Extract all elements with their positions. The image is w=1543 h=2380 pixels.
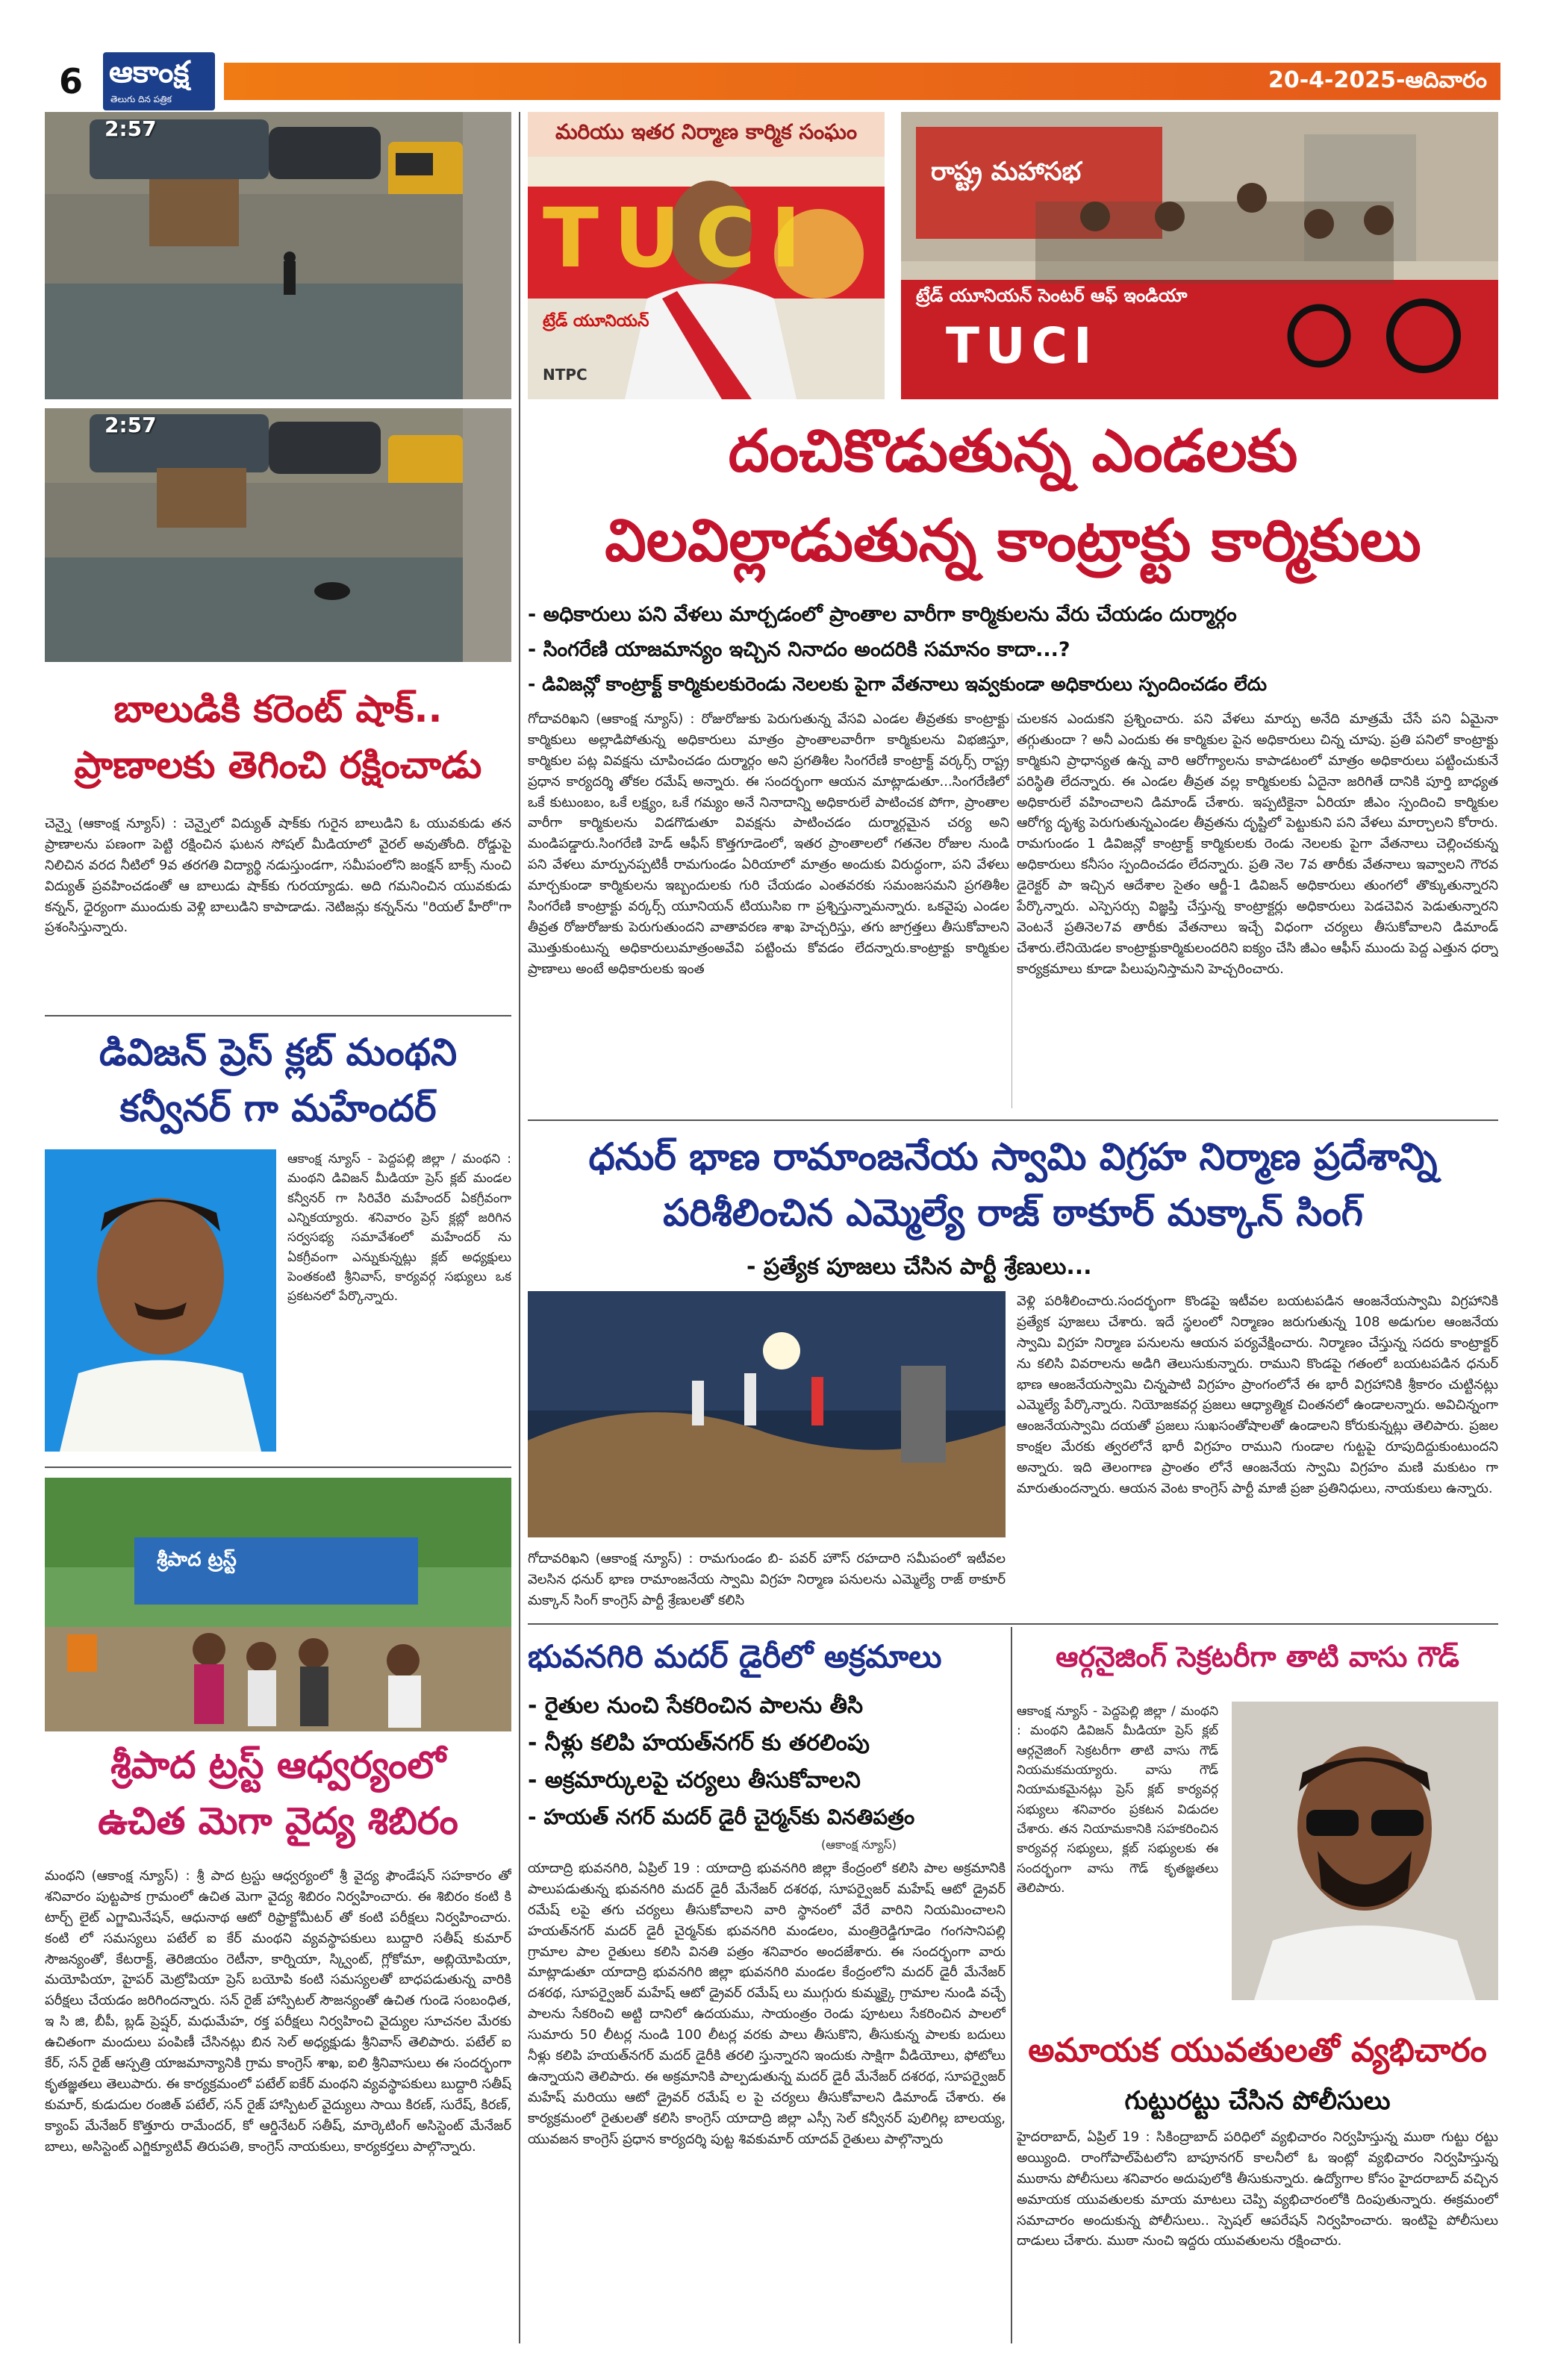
date-bar — [224, 63, 1500, 100]
boy-headline-line1: బాలుడికి కరెంట్ షాక్.. — [113, 687, 443, 731]
mahender-portrait — [45, 1149, 276, 1452]
secretary-story-body: ఆకాంక్ష న్యూస్ - పెద్దపెల్లి జిల్లా / మంథని : మంథని డివిజన్ మీడియా ప్రెస్ క్లబ్ ఆర్గనైజింగ్ సెక్రటరీగా తాటి వాసు గౌడ్ నియమకమయ్యారు. వాసు గౌడ్ నియామకమైనట్లు ప్రెస్ క్లబ్ కార్యవర్గ సభ్యులు శనివారం ప్రకటన విడుదల చేశారు. తన నియామకానికి సహకరించిన కార్యవర్గ సభ్యులు, క్లబ్ సభ్యులకు ఈ సందర్భంగా వాసు గౌడ్ కృతజ్ఞతలు తెలిపారు. — [1017, 1704, 1218, 1896]
meeting-sign-text: రాష్ట్ర మహాసభ — [931, 157, 1082, 187]
dairy-bullet: - అక్రమార్కులపై చర్యలు తీసుకోవాలని — [528, 1767, 861, 1793]
temple-headline-line2: పరిశీలించిన ఎమ్మెల్యే రాజ్ ఠాకూర్ మక్కాన్ సింగ్ — [663, 1191, 1363, 1234]
raid-story-body: హైదరాబాద్, ఏప్రిల్ 19 : సికింద్రాబాద్ పరిధిలో వ్యభిచారం నిర్వహిస్తున్న ముఠా గుట్టు రట్టు అయ్యింది. రాంగోపాల్‌పేటలోని బాపూనగర్ కాలనీలో ఓ ఇంట్లో వ్యభిచారం నిర్వహిస్తున్న ముఠాను పోలీసులు శనివారం అదుపులోకి తీసుకున్నారు. ఉద్యోగాల కోసం హైదరాబాద్ వచ్చిన అమాయక యువతులకు మాయ మాటలు చెప్పి వ్యభిచారంలోకి దింపుతున్నారు. ఈక్రమంలో సమాచారం అందుకున్న పోలీసులు.. స్పెషల్ ఆపరేషన్ నిర్వహించారు. ఇంటిపై పోలీసులు దాడులు చేశారు. ముఠా నుంచి ఇద్దరు యువతులను రక్షించారు. — [1017, 2129, 1498, 2249]
flood-photo-1 — [45, 112, 511, 399]
medical-camp-photo — [45, 1478, 511, 1731]
temple-story-body: వెళ్లి పరిశీలించారు.సందర్భంగా కొండపై ఇటీవల బయటపడిన ఆంజనేయస్వామి విగ్రహానికి ప్రత్యేక పూజలు చేశారు. ఇదే స్థలంలో నిర్మాణం జరుగుతున్న 108 అడుగుల ఆంజనేయ స్వామి విగ్రహ నిర్మాణ పనులను ఆయన పర్యవేక్షించారు. నిర్మాణం చేస్తున్న సదరు కాంట్రాక్టర్ ను కలిసి వివరాలను అడిగి తెలుసుకున్నారు. రాముని కొండపై గతంలో బయటపడిన ధనుర్ భాణ ఆంజనేయస్వామి చిన్నపాటి విగ్రహం ప్రాంగంలోనే ఈ భారీ విగ్రహానికి శ్రీకారం చుట్టినట్లు ఎమ్మెల్యే పేర్కొన్నారు. నియోజకవర్గ ప్రజలు ఆధ్యాత్మిక చింతనలో ఉండాలన్నారు. అవిచిన్నంగా ఆంజనేయస్వామి దయతో ప్రజలు సుఖసంతోషాలతో ఉండాలని కోరుకున్నట్లు తెలిపారు. ప్రజల కాంక్షల మేరకు త్వరలోనే భారీ విగ్రహం రాముని గుండాల గుట్టపై రూపుదిద్దుకుంటుందని అన్నారు. ఇది తెలంగాణ ప్రాంతం లోనే ఆంజనేయ స్వామి విగ్రహం మణి మకుటం గా మారుతుందన్నారు. ఆయన వెంట కాంగ్రెస్ పార్టీ మాజీ ప్రజా ప్రతినిధులు, నాయకులు ఉన్నారు. — [1017, 1293, 1498, 1497]
vasu-goud-portrait — [1232, 1702, 1498, 2000]
meeting-banner-text: ట్రేడ్ యూనియన్ సెంటర్ ఆఫ్ ఇండియా — [916, 285, 1188, 306]
meeting-banner-tuci: TUCI — [946, 317, 1098, 375]
column-divider — [1011, 713, 1012, 1108]
temple-story-lead: గోదావరిఖని (ఆకాంక్ష న్యూస్) : రామగుండం బి- పవర్ హౌస్ రహదారి సమీపంలో ఇటీవల వెలసిన ధనుర్ భాణ రామాంజనేయ స్వామి విగ్రహ నిర్మాణ పనులను ఎమ్మెల్యే రాజ్ ఠాకూర్ మక్కాన్ సింగ్ కాంగ్రెస్ పార్టీ శ్రేణులతో కలిసి — [528, 1551, 1006, 1608]
pressclub-story-body: ఆకాంక్ష న్యూస్ - పెద్దపల్లి జిల్లా / మంథని : మంథని డివిజన్ మీడియా ప్రెస్ క్లబ్ మండల కన్వీనర్ గా సిరివేరి మహేందర్ ఏకగ్రీవంగా ఎన్నికయ్యారు. శనివారం ప్రెస్ క్లబ్లో జరిగిన సర్వసభ్య సమావేశంలో మహేందర్ ను ఏకగ్రీవంగా ఎన్నుకున్నట్లు క్లబ్ అధ్యక్షులు పెంతకంటి శ్రీనివాస్, కార్యవర్గ సభ్యులు ఒక ప్రకటనలో పేర్కొన్నారు. — [287, 1152, 511, 1305]
camp-banner-text: శ్రీపాద ట్రస్ట్ — [157, 1549, 237, 1571]
poster-tuci-letters: TUCI — [543, 190, 817, 286]
logo-tagline: తెలుగు దిన పత్రిక — [110, 94, 172, 104]
issue-date: 20-4-2025-ఆదివారం — [1268, 67, 1487, 93]
flood-photo-2 — [45, 408, 511, 662]
section-rule — [528, 1119, 1498, 1121]
section-rule — [45, 1015, 511, 1016]
main-bullet: - సింగరేణి యాజమాన్యం ఇచ్చిన నినాదం అందరికి సమానం కాదా...? — [528, 638, 1070, 661]
poster-banner-text: ట్రేడ్ యూనియన్ — [543, 312, 649, 331]
pressclub-headline-line2: కన్వీనర్ గా మహేందర్ — [119, 1087, 437, 1130]
dairy-bullet: - నీళ్లు కలిపి హయత్‌నగర్ కు తరలింపు — [528, 1730, 870, 1756]
camp-headline-line2: ఉచిత మెగా వైద్య శిబిరం — [98, 1799, 458, 1843]
boy-story-body: చెన్నై (ఆకాంక్ష న్యూస్) : చెన్నైలో విద్యుత్ షాక్‌కు గురైన బాలుడిని ఓ యువకుడు తన ప్రాణాలను పణంగా పెట్టి రక్షించిన ఘటన సోషల్ మీడియాలో వైరల్ అవుతోంది. రోడ్డుపై నిలిచిన వరద నీటిలో 9వ తరగతి విద్యార్థి నడుస్తుండగా, సమీపంలోని జంక్షన్ బాక్స్ నుంచి విద్యుత్ ప్రవహించడంతో ఆ బాలుడు షాక్‌కు గురయ్యాడు. అది గమనించిన యువకుడు కన్నన్, ధైర్యంగా ముందుకు వెళ్లి బాలుడిని కాపాడాడు. నెటిజన్లు కన్నన్‌ను "రియల్ హీరో"గా ప్రశంసిస్తున్నారు. — [45, 816, 511, 936]
page-number: 6 — [58, 61, 83, 101]
main-bullet: - అధికారులు పని వేళలు మార్చడంలో ప్రాంతాల వారీగా కార్మికులను వేరు చేయడం దుర్మార్గం — [528, 603, 1237, 626]
section-rule — [528, 1623, 1498, 1625]
column-rule — [519, 112, 520, 2343]
boy-headline-line2: ప్రాణాలకు తెగించి రక్షించాడు — [74, 743, 482, 787]
logo-text: ఆకాంక్ష — [109, 55, 190, 90]
main-bullet: - డివిజన్లో కాంట్రాక్ట్ కార్మికులకురెండు నెలలకు పైగా వేతనాలు ఇవ్వకుండా అధికారులు స్పందించడం లేదు — [528, 673, 1267, 695]
raid-headline: అమాయక యువతులతో వ్యభిచారం — [1028, 2031, 1487, 2070]
main-headline-line2: విలవిల్లాడుతున్న కాంట్రాక్టు కార్మికులు — [605, 507, 1421, 575]
section-rule — [45, 1467, 511, 1468]
tuci-leader-photo — [528, 112, 885, 399]
dairy-headline: భువనగిరి మదర్ డైరీలో అక్రమాలు — [528, 1638, 942, 1675]
masthead — [45, 52, 1500, 110]
main-story-col1: గోదావరిఖని (ఆకాంక్ష న్యూస్) : రోజురోజుకు పెరుగుతున్న వేసవి ఎండల తీవ్రతకు కాంట్రాక్టు కార్మికులు అల్లాడిపోతున్న అధికారులు మాత్రం ప్రాంతాలవారీగా కార్మికులను విభజిస్తూ, కార్మికుల పట్ల వివక్షను చూపించడం దుర్మార్గం అని ప్రగతిశీల సింగరేణి కాంట్రాక్ట్ వర్కర్స్ రాష్ట్ర ప్రధాన కార్యదర్శి తోకల రమేష్ అన్నారు. ఈ సందర్భంగా ఆయన మాట్లాడుతూ...సింగరేణిలో ఒకే కుటుంబం, ఒకే లక్ష్యం, ఒకే గమ్యం అనే నినాదాన్ని అధికారులే పాటించక పోగా, ప్రాంతాల వారీగా కార్మికులను విడగొడుతూ వివక్షను పాటించడం దుర్మార్గమైన చర్య అని మండిపడ్డారు.సింగరేణి హెడ్ ఆఫీస్ కొత్తగూడెంలో, ఇతర ప్రాంతాలలో గతనెల రోజుల నుండి పని వేళలు మార్పునప్పటికీ రామగుండం ఏరియాలో మాత్రం అందుకు విరుద్ధంగా, పని వేళలు మార్చకుండా కార్మికులను ఇబ్బందులకు గురి చేయడం ఎంతవరకు సమంజసమని ప్రగతిశీల సింగరేణి కాంట్రాక్టు వర్కర్స్ యూనియన్ టియుసిఐ గా ప్రశ్నిస్తున్నామన్నారు. ఒకవైపు ఎండల తీవ్రత రోజురోజుకు పెరుగుతుందని వాతావరణ శాఖ హెచ్చరిస్తు, తగు జాగ్రత్తలు తీసుకోవాలని మొత్తుకుంటున్న అధికారులుమాత్రంఅవేవి పట్టించు కోవడం లేదన్నారు.కాంట్రాక్టు కార్మికుల ప్రాణాలు అంటే అధికారులకు ఇంత — [528, 711, 1009, 977]
raid-subhead: గుట్టురట్టు చేసిన పోలీసులు — [1124, 2086, 1391, 2116]
dairy-bullet: - రైతుల నుంచి సేకరించిన పాలను తీసి — [528, 1693, 864, 1719]
camp-story-body: మంథని (ఆకాంక్ష న్యూస్) : శ్రీ పాద ట్రస్టు ఆధ్వర్యంలో శ్రీ వైద్య ఫౌండేషన్ సహకారం తో శనివారం పుట్టపాక గ్రామంలో ఉచిత మెగా వైద్య శిబిరం నిర్వహించారు. ఈ శిబిరం కంటి కి టార్చ్ లైట్ ఎగ్జామినేషన్, ఆధునాథ ఆటో రిఫ్రాక్టోమీటర్ తో కంటి పరీక్షలు నిర్వహించారు. కంటి లో సమస్యలు పటేల్ ఐ కేర్ మంథని వ్యవస్థాపకులు బుద్దారి సతీష్ కుమార్ సౌజన్యంతో, కేటరాక్ట్, తెరిజియం రెటీనా, కార్నియా, స్క్వింట్, గ్లోకోమా, అబ్లియోపియా, మయోపియా, హైపర్ మెట్రోపియా ప్రెస్ బయోపి కంటి సమస్యలతో బాధపడుతున్న వారికి పరీక్షలు చేయడం జరిగిందన్నారు. సన్ రైజ్ హాస్పిటల్ సౌజన్యంతో ఉచిత గుండె సంబంధిత, ఇ సి జి, బీపీ, బ్లడ్ ప్రెష్షర్, మధుమేహ, రక్త పరీక్షలు నిర్వహించి వైద్యుల సూచనల మేరకు ఉచితంగా మందులు పంపిణీ చేసినట్లు బిన సెల్ అధ్యక్షుడు శ్రీనివాస్ తెలిపారు. పటేల్ ఐ కేర్, సన్ రైజ్ ఆస్పత్రి యాజమాన్యానికి గ్రామ కాంగ్రెస్ శాఖ, ఐలి శ్రీనివాసులు ఈ సందర్భంగా కృతజ్ఞతలు తెలుపారు. ఈ కార్యక్రమంలో పటేల్ ఐకేర్ మంథని వ్యవస్థాపకులు బుద్దారి సతీష్ కుమార్, కుడుదుల రంజిత్ పటేల్, సన్ రైజ్ హాస్పిటల్ వైద్యులు సాయి కిరణ్, సురేష్, కిరణ్, క్యాంప్ మేనేజర్ కొత్తూరు రామేందర్, కో ఆర్డినేటర్ సతీష్, మార్కెటింగ్ అసిస్టెంట్ మేనేజర్ బాలు, అసిస్టెంట్ ఎగ్జిక్యూటివ్ తిరుపతి, కాంగ్రెస్ నాయకులు, కార్యకర్తలు పాల్గొన్నారు. — [45, 1868, 511, 2155]
tuci-meeting-photo — [901, 112, 1498, 399]
main-story-col2: చులకన ఎందుకని ప్రశ్నించారు. పని వేళలు మార్పు అనేది మాత్రమే చేసే పని ఏమైనా తగ్గుతుందా ? అనీ ఎందుకు ఈ కార్మికుల పైన అధికారులు చిన్న చూపు. ప్రతి పనిలో కాంట్రాక్టు కార్మికుని ప్రాధాన్యత ఉన్న వారి ఆరోగ్యాలను కాపాడటంలో మాత్రం అధికారులు పట్టించుకునే పరిస్థితి లేదన్నారు. ఈ ఎండల తీవ్రత వల్ల కార్మికులకు ఏదైనా జరిగితే దానికి పూర్తి బాధ్యత అధికారులే వహించాలని డిమాండ్ చేశారు. ఇప్పటికైనా ఏరియా జీఎం స్పందించి కార్మికుల ఆరోగ్య దృశ్య పెరుగుతున్నఎండల తీవ్రతను దృష్టిలో పెట్టుకుని పని వేళలు మార్చాలని కోరారు. రామగుండం 1 డివిజన్లో కాంట్రాక్ట్ కార్మికులకు రెండు నెలలకు పైగా వేతనాలు చెల్లించకున్న అధికారులు కనీసం స్పందించడం లేదన్నారు. ప్రతి నెల 7వ తారీకు వేతనాలు ఇవ్వాలని గౌరవ డైరెక్టర్ పా ఇచ్చిన ఆదేశాల సైతం ఆర్జీ-1 డివిజన్ అధికారులు తుంగలో తొక్కుతున్నారని పేర్కొన్నారు. ఎస్పెసర్సు విజ్ఞప్తి చేస్తున్న కాంట్రాక్టర్లు అధికారులు పెడచెవిన పెడుతున్నారని వెంటనే ప్రతినెల7వ తారీకు వేతనాలు ఇచ్చే విధంగా చర్యలు తీసుకోవాలని డిమాండ్ చేశారు.లేనియెడల కాంట్రాక్టుకార్మికులందరిని ఐక్యం చేసి జీఎం ఆఫీస్ ముందు పెద్ద ఎత్తున ధర్నా కార్యక్రమాలు కూడా పిలుపునిస్తామని హెచ్చరించారు. — [1017, 711, 1498, 977]
dairy-source: (ఆకాంక్ష న్యూస్) — [821, 1837, 897, 1852]
camp-headline-line1: శ్రీపాద ట్రస్ట్ ఆధ్వర్యంలో — [110, 1743, 446, 1787]
video-timestamp: 2:57 — [105, 116, 157, 141]
temple-headline-line1: ధనుర్ భాణ రామాంజనేయ స్వామి విగ్రహ నిర్మాణ ప్రదేశాన్ని — [588, 1135, 1438, 1178]
pressclub-headline-line1: డివిజన్ ప్రెస్ క్లబ్ మంథని — [99, 1031, 458, 1074]
temple-site-photo — [528, 1291, 1006, 1537]
dairy-bullet: - హయత్ నగర్ మదర్ డైరీ చైర్మన్‌కు వినతిపత్రం — [528, 1805, 915, 1829]
video-timestamp: 2:57 — [105, 413, 157, 437]
newspaper-logo — [103, 52, 215, 110]
column-rule — [1011, 1627, 1012, 2343]
poster-header-text: మరియు ఇతర నిర్మాణ కార్మిక సంఘం — [555, 119, 858, 144]
main-headline-line1: దంచికొడుతున్న ఎండలకు — [728, 418, 1298, 485]
secretary-headline: ఆర్గనైజింగ్ సెక్రటరీగా తాటి వాసు గౌడ్ — [1056, 1640, 1459, 1673]
temple-subhead: - ప్రత్యేక పూజలు చేసిన పార్టీ శ్రేణులు... — [746, 1254, 1092, 1280]
poster-ntpc-text: NTPC — [543, 366, 587, 384]
dairy-story-body: యాదాద్రి భువనగిరి, ఏప్రిల్ 19 : యాదాద్రి భువనగిరి జిల్లా కేంద్రంలో కలిసి పాల అక్రమానికి పాలుపడుతున్న భువనగిరి మదర్ డైరీ మేనేజర్ దశరథ, సూపర్వైజర్ మహేష్ ఆటో డ్రైవర్ రమేష్ లపై తగు చర్యలు తీసుకోవాలని వారి స్థానంలో వేరే వారిని నియమించాలని హయత్‌నగర్ మదర్ డైరీ చైర్మన్‌కు భువనగిరి మండలం, మంత్రిరెడ్డిగూడెం గంగసానిపల్లి గ్రామాల పాల రైతులు కలిసి వినతి పత్రం శనివారం అందజేశారు. ఈ సందర్భంగా వారు మాట్లాడుతూ యాదాద్రి భువనగిరి జిల్లా భువనగిరి మండల కేంద్రంలోని మదర్ డైరీ మేనేజర్ దశరథ, సూపర్వైజర్ మహేష్ ఆటో డ్రైవర్ రమేష్ లు ముగ్గురు కుమ్మక్కై గ్రామాల నుండి వచ్చే పాలను సేకరించి అట్టి దానిలో ఉదయము, సాయంత్రం రెండు పూటలు సేకరించిన పాలలో సుమారు 50 లీటర్ల నుండి 100 లీటర్ల వరకు పాలు తీసుకొని, తీసుకున్న పాలకు బదులు నీళ్లు కలిపి హయత్‌నగర్ మదర్ డైరీకి తరలి స్తున్నారని ఇందుకు సాక్షిగా వీడియోలు, ఫోటోలు ఉన్నాయని తెలిపారు. ఈ అక్రమానికి పాల్పడుతున్న మదర్ డైరీ మేనేజర్ దశరథ, సూపర్వైజర్ మహేష్ మరియు ఆటో డ్రైవర్ రమేష్ ల పై చర్యలు తీసుకోవాలని డిమాండ్ చేశారు. ఈ కార్యక్రమంలో రైతులతో కలిసి కాంగ్రెస్ యాదాద్రి జిల్లా ఎస్సీ సెల్ కన్వీనర్ పులిగిల్ల బాలయ్య, యువజన కాంగ్రెస్ ప్రధాన కార్యదర్శి పుట్ట శివకుమార్ యాదవ్ రైతులు పాల్గొన్నారు — [528, 1861, 1006, 2147]
